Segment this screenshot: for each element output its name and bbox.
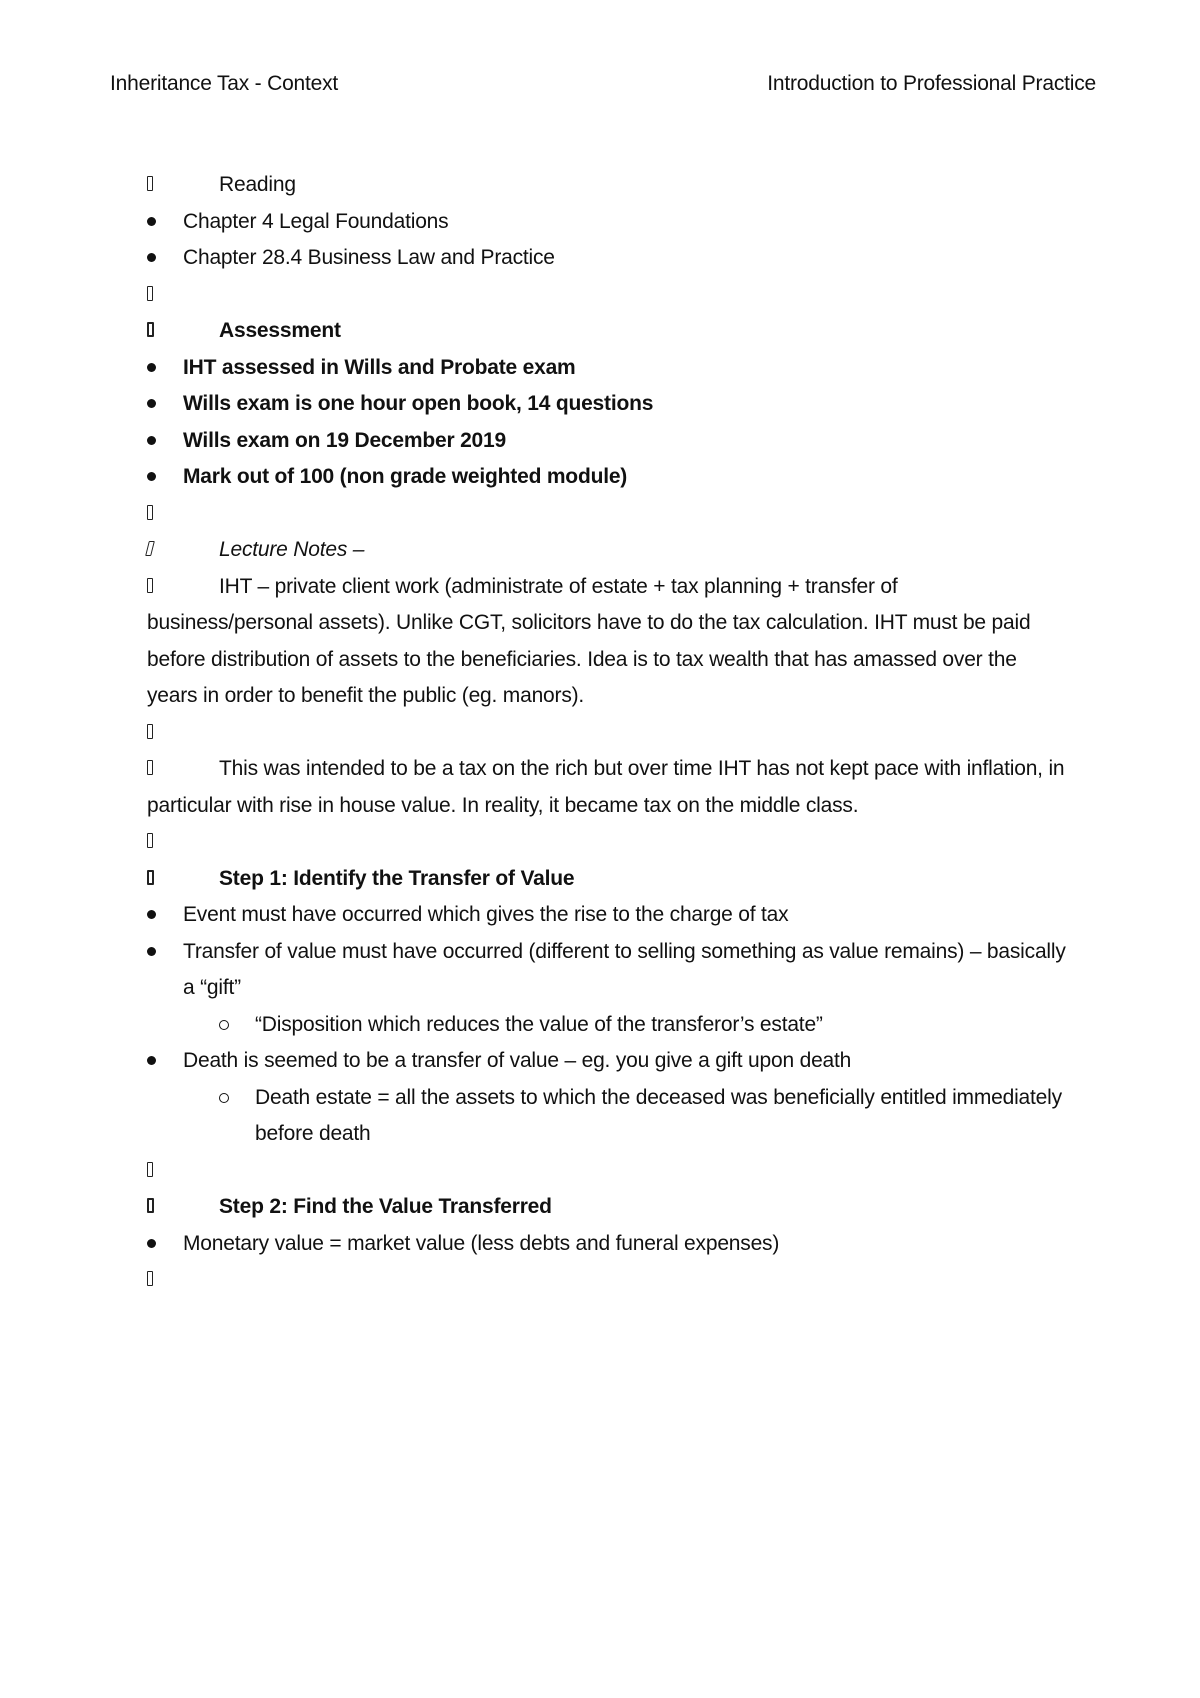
list-item: Wills exam is one hour open book, 14 questions (147, 386, 1067, 423)
placeholder-glyph-icon (147, 322, 154, 337)
document-body (147, 167, 1067, 1299)
bullet-icon (147, 217, 156, 226)
list-item: IHT assessed in Wills and Probate exam (147, 350, 1067, 387)
hollow-bullet-icon (219, 1020, 229, 1030)
bullet-icon (147, 947, 156, 956)
bullet-icon (147, 253, 156, 262)
empty-line (147, 1262, 1067, 1299)
bullet-icon (147, 472, 156, 481)
list-item: Mark out of 100 (non grade weighted module) (147, 459, 1067, 496)
bullet-icon (147, 436, 156, 445)
placeholder-glyph-icon (147, 1162, 153, 1177)
header-right: Introduction to Professional Practice (767, 72, 1096, 95)
placeholder-glyph-icon (147, 1198, 154, 1213)
list-item: Chapter 28.4 Business Law and Practice (147, 240, 1067, 277)
header-left: Inheritance Tax - Context (110, 72, 339, 95)
lecture-notes-heading: Lecture Notes – (147, 532, 1067, 569)
list-item: Wills exam on 19 December 2019 (147, 423, 1067, 460)
reading-heading: Reading (147, 167, 1067, 204)
bullet-icon (147, 1239, 156, 1248)
placeholder-glyph-icon (147, 833, 153, 848)
list-item: Monetary value = market value (less debts and funeral expenses) (147, 1226, 1067, 1263)
placeholder-glyph-icon (147, 176, 153, 191)
lecture-paragraph-1: IHT – private client work (administrate of estate + tax planning + transfer of business/personal assets). Unlike CGT, solicitors have to do the tax calculation. IHT must be paid before distribution of assets to the beneficiaries. Idea is to tax wealth that has amassed over the years in order to benefit the public (eg. manors). (147, 574, 1031, 707)
list-item: Chapter 4 Legal Foundations (147, 204, 1067, 241)
empty-line (147, 277, 1067, 314)
empty-line (147, 824, 1067, 861)
sub-list-item: Death estate = all the assets to which the deceased was beneficially entitled immediately before death (147, 1080, 1067, 1153)
bullet-icon (147, 399, 156, 408)
list-item: Event must have occurred which gives the rise to the charge of tax (147, 897, 1067, 934)
placeholder-glyph-icon (147, 1271, 153, 1286)
step1-heading: Step 1: Identify the Transfer of Value (147, 861, 1067, 898)
bullet-icon (147, 910, 156, 919)
list-item: Death is seemed to be a transfer of value – eg. you give a gift upon death (147, 1043, 1067, 1080)
empty-line (147, 715, 1067, 752)
placeholder-glyph-icon (147, 870, 154, 885)
step2-heading: Step 2: Find the Value Transferred (147, 1189, 1067, 1226)
placeholder-glyph-icon (147, 760, 153, 775)
empty-line (147, 496, 1067, 533)
bullet-icon (147, 363, 156, 372)
placeholder-glyph-icon (147, 578, 153, 593)
sub-list-item: “Disposition which reduces the value of the transferor’s estate” (147, 1007, 1067, 1044)
assessment-heading: Assessment (147, 313, 1067, 350)
bullet-icon (147, 1056, 156, 1065)
lecture-paragraph-2: This was intended to be a tax on the rich but over time IHT has not kept pace with inflation, in particular with rise in house value. In reality, it became tax on the middle class. (147, 757, 1065, 817)
placeholder-glyph-icon (147, 505, 153, 520)
placeholder-glyph-icon (147, 286, 153, 301)
placeholder-glyph-icon (145, 541, 155, 556)
empty-line (147, 1153, 1067, 1190)
placeholder-glyph-icon (147, 724, 153, 739)
hollow-bullet-icon (219, 1093, 229, 1103)
list-item: Transfer of value must have occurred (different to selling something as value remains) – basically a “gift” (147, 934, 1067, 1007)
